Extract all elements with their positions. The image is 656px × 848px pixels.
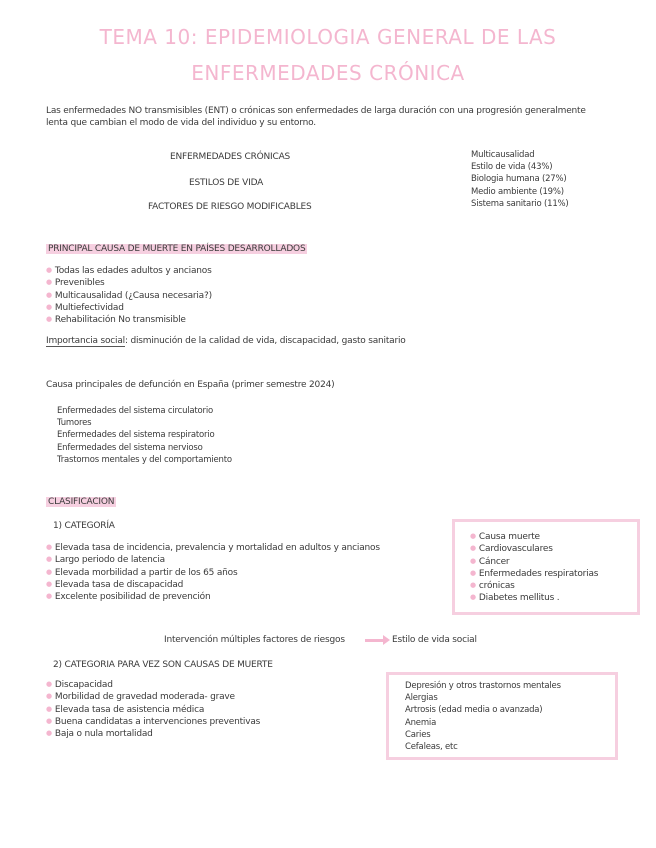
right-term: Multicausalidad (471, 150, 535, 160)
highlighted-heading: CLASIFICACION (48, 497, 115, 507)
category-2-box (386, 672, 618, 760)
list-item: Alergias (405, 693, 438, 704)
list-item: Tumores (57, 418, 92, 429)
list-item: ● crónicas (470, 580, 637, 592)
list-item: Anemia (405, 717, 437, 728)
list-item: ● Largo periodo de latencia (46, 554, 380, 566)
list-item: ● Morbilidad de gravedad moderada- grave (46, 691, 260, 703)
intro-line-1: Las enfermedades NO transmisibles (ENT) o crónicas son enfermedades de larga duración con una progresión generalmente (46, 106, 586, 116)
arrow-icon (365, 635, 390, 645)
list-item: ● Baja o nula mortalidad (46, 728, 260, 740)
importance-text: : disminución de la calidad de vida, discapacidad, gasto sanitario (124, 336, 406, 346)
arrow-shaft (365, 639, 383, 642)
list-item: ● Discapacidad (46, 679, 260, 691)
importance-label: Importancia social (46, 336, 125, 346)
term-estilos-de-vida: ESTILOS DE VIDA (189, 178, 264, 188)
term-factores-de-riesgo: FACTORES DE RIESGO MODIFICABLES (148, 202, 312, 212)
list-item: ● Todas las edades adultos y ancianos (46, 265, 212, 277)
arrow-head (383, 635, 390, 645)
list-item: Trastornos mentales y del comportamiento (57, 454, 232, 465)
list-item: Caries (405, 729, 431, 740)
section-heading-principal (46, 243, 307, 255)
right-term: Biologia humana (27%) (471, 174, 567, 185)
category-1-box (452, 519, 640, 615)
page-title-line-1: TEMA 10: EPIDEMIOLOGIA GENERAL DE LAS (99, 25, 557, 49)
right-term: Medio ambiente (19%) (471, 186, 564, 197)
causes-heading: Causa principales de defunción en España (primer semestre 2024) (46, 380, 335, 390)
list-item: Enfermedades del sistema nervioso (57, 442, 203, 453)
category-2-bullet-list (46, 679, 260, 740)
intervention-left-text: Intervención múltiples factores de riesgos (164, 635, 345, 645)
category-2-box-list (405, 680, 615, 753)
intro-line-2: lenta que cambian el modo de vida del individuo y su entorno. (46, 118, 316, 128)
right-term: Sistema sanitario (11%) (471, 198, 569, 209)
category-1-box-list (470, 531, 637, 605)
list-item: ● Rehabilitación No transmisible (46, 314, 212, 326)
term-enfermedades-cronicas: ENFERMEDADES CRÓNICAS (170, 152, 291, 162)
list-item: ● Multicausalidad (¿Causa necesaria?) (46, 290, 212, 302)
section-heading-clasificacion (46, 496, 116, 508)
right-term: Estilo de vida (43%) (471, 162, 553, 173)
list-item: ● Prevenibles (46, 277, 212, 289)
causes-list (57, 405, 232, 466)
list-item: ● Elevada tasa de discapacidad (46, 579, 380, 591)
list-item: Cefaleas, etc (405, 742, 458, 753)
list-item: ● Cardiovasculares (470, 543, 637, 555)
list-item: ● Diabetes mellitus . (470, 592, 637, 604)
list-item: Artrosis (edad media o avanzada) (405, 705, 543, 716)
highlighted-heading: PRINCIPAL CAUSA DE MUERTE EN PAÍSES DESARROLLADOS (48, 244, 306, 254)
list-item: ● Excelente posibilidad de prevención (46, 591, 380, 603)
list-item: Enfermedades del sistema circulatorio (57, 406, 214, 416)
list-item: ● Multiefectividad (46, 302, 212, 314)
list-item: Depresión y otros trastornos mentales (405, 681, 561, 691)
principal-bullet-list (46, 265, 212, 326)
list-item: ● Buena candidatas a intervenciones preventivas (46, 716, 260, 728)
list-item: ● Cáncer (470, 556, 637, 568)
list-item: ● Causa muerte (470, 531, 637, 543)
page-title-line-2: ENFERMEDADES CRÓNICA (191, 61, 465, 85)
intervention-right-text: Estilo de vida social (392, 635, 477, 645)
list-item: ● Enfermedades respiratorias (470, 568, 637, 580)
list-item: ● Elevada tasa de incidencia, prevalencia y mortalidad en adultos y ancianos (46, 542, 380, 554)
category-1-bullet-list (46, 542, 380, 603)
right-terms-list (471, 149, 569, 210)
list-item: ● Elevada morbilidad a partir de los 65 años (46, 567, 380, 579)
category-2-label: 2) CATEGORIA PARA VEZ SON CAUSAS DE MUERTE (53, 660, 273, 670)
list-item: Enfermedades del sistema respiratorio (57, 430, 215, 441)
importance-line (46, 335, 406, 347)
list-item: ● Elevada tasa de asistencia médica (46, 704, 260, 716)
category-1-label: 1) CATEGORÍA (53, 521, 115, 531)
